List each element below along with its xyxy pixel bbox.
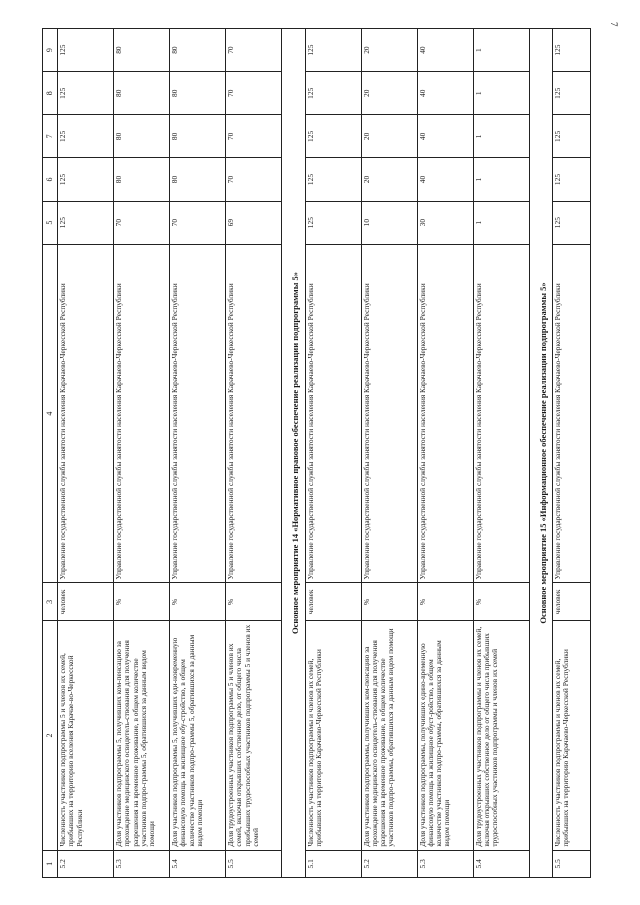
value-col5: 125 (305, 201, 361, 244)
table-row (170, 29, 226, 878)
section-title: Основное мероприятие 15 «Информационное обеспечение реализации подпрограммы 5» (529, 29, 553, 878)
unit-of-measure: % (114, 583, 170, 621)
value-col8: 1 (473, 72, 529, 115)
value-col9: 125 (305, 29, 361, 72)
responsible-organization: Управление государственной службы занятости населения Карачаево-Черкесской Республики (473, 244, 529, 583)
rotated-table-container (42, 28, 622, 878)
responsible-organization: Управление государственной службы занятости населения Карачаево-Черкесской Республики (417, 244, 473, 583)
responsible-organization: Управление государственной службы занятости населения Карачаево-Черкесской Республики (305, 244, 361, 583)
value-col9: 125 (58, 29, 114, 72)
value-col7: 80 (114, 115, 170, 158)
indicator-name: Доля участников подпрограммы, получивших ком-пенсацию за прохождение медицинского освидетель-ствования для получения разрешения на временное проживание, в общем количестве участников подпро-граммы, обратившихся за данным видом помощи (361, 621, 417, 850)
table-row (305, 29, 361, 878)
value-col8: 40 (417, 72, 473, 115)
section-title: Основное мероприятие 14 «Нормативное правовое обеспечение реализации подпрограммы 5» (282, 29, 306, 878)
row-number: 5.2 (361, 850, 417, 877)
page-number: 7 (609, 22, 619, 27)
row-number: 5.4 (473, 850, 529, 877)
value-col6: 20 (361, 158, 417, 201)
responsible-organization: Управление государственной службы занятости населения Карачаево-Черкесской Республики (361, 244, 417, 583)
column-header: 8 (43, 72, 58, 115)
value-col7: 125 (305, 115, 361, 158)
value-col5: 10 (361, 201, 417, 244)
row-number: 5.5 (226, 850, 282, 877)
value-col7: 70 (226, 115, 282, 158)
indicator-name: Доля участников подпрограммы 5, получивших ком-пенсацию за прохождение медицинского освидетель-ствования для получения разрешения на временное проживание, в общем количестве участников подпро-граммы 5, обратившихся за данным видом помощи (114, 621, 170, 850)
value-col5: 1 (473, 201, 529, 244)
unit-of-measure: человек (553, 583, 591, 621)
value-col7: 80 (170, 115, 226, 158)
value-col9: 40 (417, 29, 473, 72)
responsible-organization: Управление государственной службы занятости населения Карачаево-Черкесской Республики (553, 244, 591, 583)
table-row (473, 29, 529, 878)
value-col5: 70 (170, 201, 226, 244)
indicator-name: Доля участников подпрограммы 5, получивших еди-новременную финансовую помощь на жилищное обу-стройство, в общем количестве участников подпро-граммы 5, обратившихся за данным видом помощи (170, 621, 226, 850)
row-number: 5.3 (417, 850, 473, 877)
value-col9: 70 (226, 29, 282, 72)
indicator-name: Доля участников подпрограммы, получивших едино-временную финансовую помощь на жилищное обуст-ройство, в общем количестве участников подпро-граммы, обратившихся за данным видом помощи (417, 621, 473, 850)
unit-of-measure: % (473, 583, 529, 621)
value-col7: 20 (361, 115, 417, 158)
value-col6: 125 (553, 158, 591, 201)
row-number: 5.2 (58, 850, 114, 877)
row-number: 5.3 (114, 850, 170, 877)
unit-of-measure: человек (305, 583, 361, 621)
table-header-row (43, 29, 58, 878)
table-row (361, 29, 417, 878)
value-col9: 80 (170, 29, 226, 72)
value-col6: 125 (58, 158, 114, 201)
unit-of-measure: % (417, 583, 473, 621)
section-row (529, 29, 553, 878)
value-col8: 70 (226, 72, 282, 115)
value-col9: 20 (361, 29, 417, 72)
indicator-name: Доля трудоустроенных участников подпрограммы и членов их семей, включая открывших собственное дело от общего числа прибывших трудоспособных участников подпрограммы и членов их семей (473, 621, 529, 850)
value-col6: 80 (114, 158, 170, 201)
unit-of-measure: % (170, 583, 226, 621)
column-header: 1 (43, 850, 58, 877)
value-col8: 80 (170, 72, 226, 115)
value-col7: 125 (553, 115, 591, 158)
responsible-organization: Управление государственной службы занятости населения Карачаево-Черкесской Республики (114, 244, 170, 583)
row-number: 5.4 (170, 850, 226, 877)
value-col6: 1 (473, 158, 529, 201)
indicator-name: Доля трудоустроенных участников подпрограммы 5 и членов их семей, включая открывших собственное дело, от общего числа прибывших трудоспособных участников подпрограммы 5 и членов их семей (226, 621, 282, 850)
table-row (226, 29, 282, 878)
value-col6: 125 (305, 158, 361, 201)
value-col9: 125 (553, 29, 591, 72)
indicators-table (42, 28, 591, 878)
responsible-organization: Управление государственной службы занятости населения Карачаево-Черкесской Республики (226, 244, 282, 583)
value-col8: 125 (553, 72, 591, 115)
column-header: 7 (43, 115, 58, 158)
value-col6: 80 (170, 158, 226, 201)
value-col5: 70 (114, 201, 170, 244)
table-row (114, 29, 170, 878)
value-col6: 40 (417, 158, 473, 201)
value-col5: 69 (226, 201, 282, 244)
indicator-name: Численность участников подпрограммы и членов их семей, прибывших на территорию Карачаево-Черкесской Республики (305, 621, 361, 850)
unit-of-measure: % (361, 583, 417, 621)
value-col5: 125 (58, 201, 114, 244)
column-header: 6 (43, 158, 58, 201)
value-col9: 1 (473, 29, 529, 72)
value-col8: 125 (58, 72, 114, 115)
value-col9: 80 (114, 29, 170, 72)
value-col8: 20 (361, 72, 417, 115)
row-number: 5.1 (305, 850, 361, 877)
column-header: 2 (43, 621, 58, 850)
unit-of-measure: % (226, 583, 282, 621)
indicator-name: Численность участников подпрограммы 5 и членов их семей, прибывших на территорию вселения Карачае-во-Черкесской Республики (58, 621, 114, 850)
table-row (417, 29, 473, 878)
table-row (553, 29, 591, 878)
table-row (58, 29, 114, 878)
value-col7: 1 (473, 115, 529, 158)
row-number: 5.5 (553, 850, 591, 877)
value-col5: 125 (553, 201, 591, 244)
unit-of-measure: человек (58, 583, 114, 621)
value-col5: 30 (417, 201, 473, 244)
column-header: 5 (43, 201, 58, 244)
value-col7: 40 (417, 115, 473, 158)
column-header: 9 (43, 29, 58, 72)
value-col6: 70 (226, 158, 282, 201)
indicator-name: Численность участников подпрограммы и членов их семей, прибывших на территорию Карачаево-Черкесской Республики (553, 621, 591, 850)
value-col7: 125 (58, 115, 114, 158)
column-header: 3 (43, 583, 58, 621)
responsible-organization: Управление государственной службы занятости населения Карачаево-Черкесской Республики (170, 244, 226, 583)
column-header: 4 (43, 244, 58, 583)
value-col8: 80 (114, 72, 170, 115)
value-col8: 125 (305, 72, 361, 115)
responsible-organization: Управление государственной службы занятости населения Карачаево-Черкесской Республики (58, 244, 114, 583)
section-row (282, 29, 306, 878)
